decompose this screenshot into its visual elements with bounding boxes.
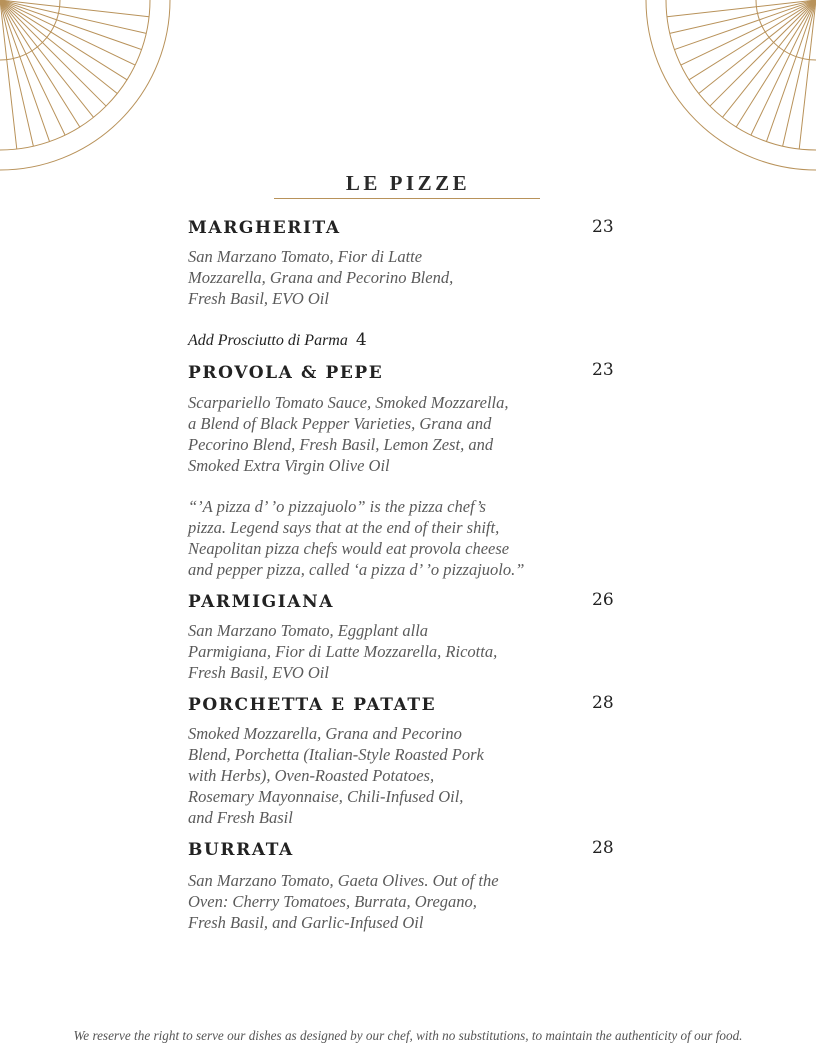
description-line: Smoked Mozzarella, Grana and Pecorino	[188, 724, 462, 743]
sunburst-corner-top-left-icon	[0, 0, 172, 172]
description-line: Mozzarella, Grana and Pecorino Blend,	[188, 268, 454, 287]
description-line: Fresh Basil, and Garlic-Infused Oil	[188, 913, 424, 932]
title-divider	[274, 198, 540, 199]
sunburst-ray	[783, 0, 816, 146]
note-line: pizza. Legend says that at the end of their shift,	[188, 518, 500, 537]
addon-label: Add Prosciutto di Parma	[188, 332, 348, 349]
description-line: Parmigiana, Fior di Latte Mozzarella, Ricotta,	[188, 642, 498, 661]
item-description-burrata	[188, 870, 499, 933]
description-line: San Marzano Tomato, Fior di Latte	[188, 247, 423, 266]
description-line: with Herbs), Oven-Roasted Potatoes,	[188, 766, 435, 785]
sunburst-corner-top-right-icon	[644, 0, 816, 172]
note-line: and pepper pizza, called ‘a pizza d’ ’o pizzajuolo.”	[188, 560, 525, 579]
description-line: Fresh Basil, EVO Oil	[188, 289, 329, 308]
description-line: a Blend of Black Pepper Varieties, Grana and	[188, 414, 492, 433]
item-price-parmigiana: 26	[592, 590, 614, 610]
sunburst-ray	[0, 0, 142, 50]
item-description-provola-pepe	[188, 392, 509, 476]
description-line: Scarpariello Tomato Sauce, Smoked Mozzarella,	[188, 393, 509, 412]
addon-prosciutto	[188, 330, 367, 350]
description-line: Fresh Basil, EVO Oil	[188, 663, 329, 682]
item-name-porchetta-patate: PORCHETTA E PATATE	[188, 695, 437, 715]
item-name-provola-pepe: PROVOLA & PEPE	[188, 363, 384, 383]
sunburst-ray	[0, 0, 33, 146]
item-price-provola-pepe: 23	[592, 360, 614, 380]
item-description-margherita	[188, 246, 453, 309]
sunburst-ray	[0, 0, 50, 142]
item-name-margherita: MARGHERITA	[188, 218, 341, 238]
sunburst-ray	[674, 0, 816, 50]
item-price-burrata: 28	[592, 838, 614, 858]
item-description-parmigiana	[188, 620, 497, 683]
section-title: LE PIZZE	[345, 171, 471, 195]
description-line: and Fresh Basil	[188, 808, 293, 827]
description-line: Pecorino Blend, Fresh Basil, Lemon Zest, and	[188, 435, 494, 454]
sunburst-ray	[0, 0, 106, 106]
footer-disclaimer: We reserve the right to serve our dishes as designed by our chef, with no substitutions, to maintain the authenticity of our food.	[73, 1028, 743, 1043]
description-line: San Marzano Tomato, Eggplant alla	[188, 621, 429, 640]
addon-price: 4	[355, 330, 367, 350]
description-line: San Marzano Tomato, Gaeta Olives. Out of the	[188, 871, 499, 890]
item-price-margherita: 23	[592, 217, 614, 237]
description-line: Oven: Cherry Tomatoes, Burrata, Oregano,	[188, 892, 477, 911]
description-line: Smoked Extra Virgin Olive Oil	[188, 456, 390, 475]
item-note-provola-pepe	[188, 496, 524, 580]
sunburst-ray	[766, 0, 816, 142]
item-description-porchetta-patate	[188, 723, 484, 828]
item-name-parmigiana: PARMIGIANA	[188, 592, 335, 612]
sunburst-ray	[0, 0, 146, 33]
note-line: Neapolitan pizza chefs would eat provola cheese	[188, 539, 510, 558]
description-line: Blend, Porchetta (Italian-Style Roasted Pork	[188, 745, 484, 764]
item-price-porchetta-patate: 28	[592, 693, 614, 713]
sunburst-ray	[710, 0, 816, 106]
sunburst-ray	[670, 0, 816, 33]
note-line: “’A pizza d’ ’o pizzajuolo” is the pizza chef’s	[188, 497, 486, 516]
item-name-burrata: BURRATA	[188, 840, 294, 860]
description-line: Rosemary Mayonnaise, Chili-Infused Oil,	[188, 787, 464, 806]
